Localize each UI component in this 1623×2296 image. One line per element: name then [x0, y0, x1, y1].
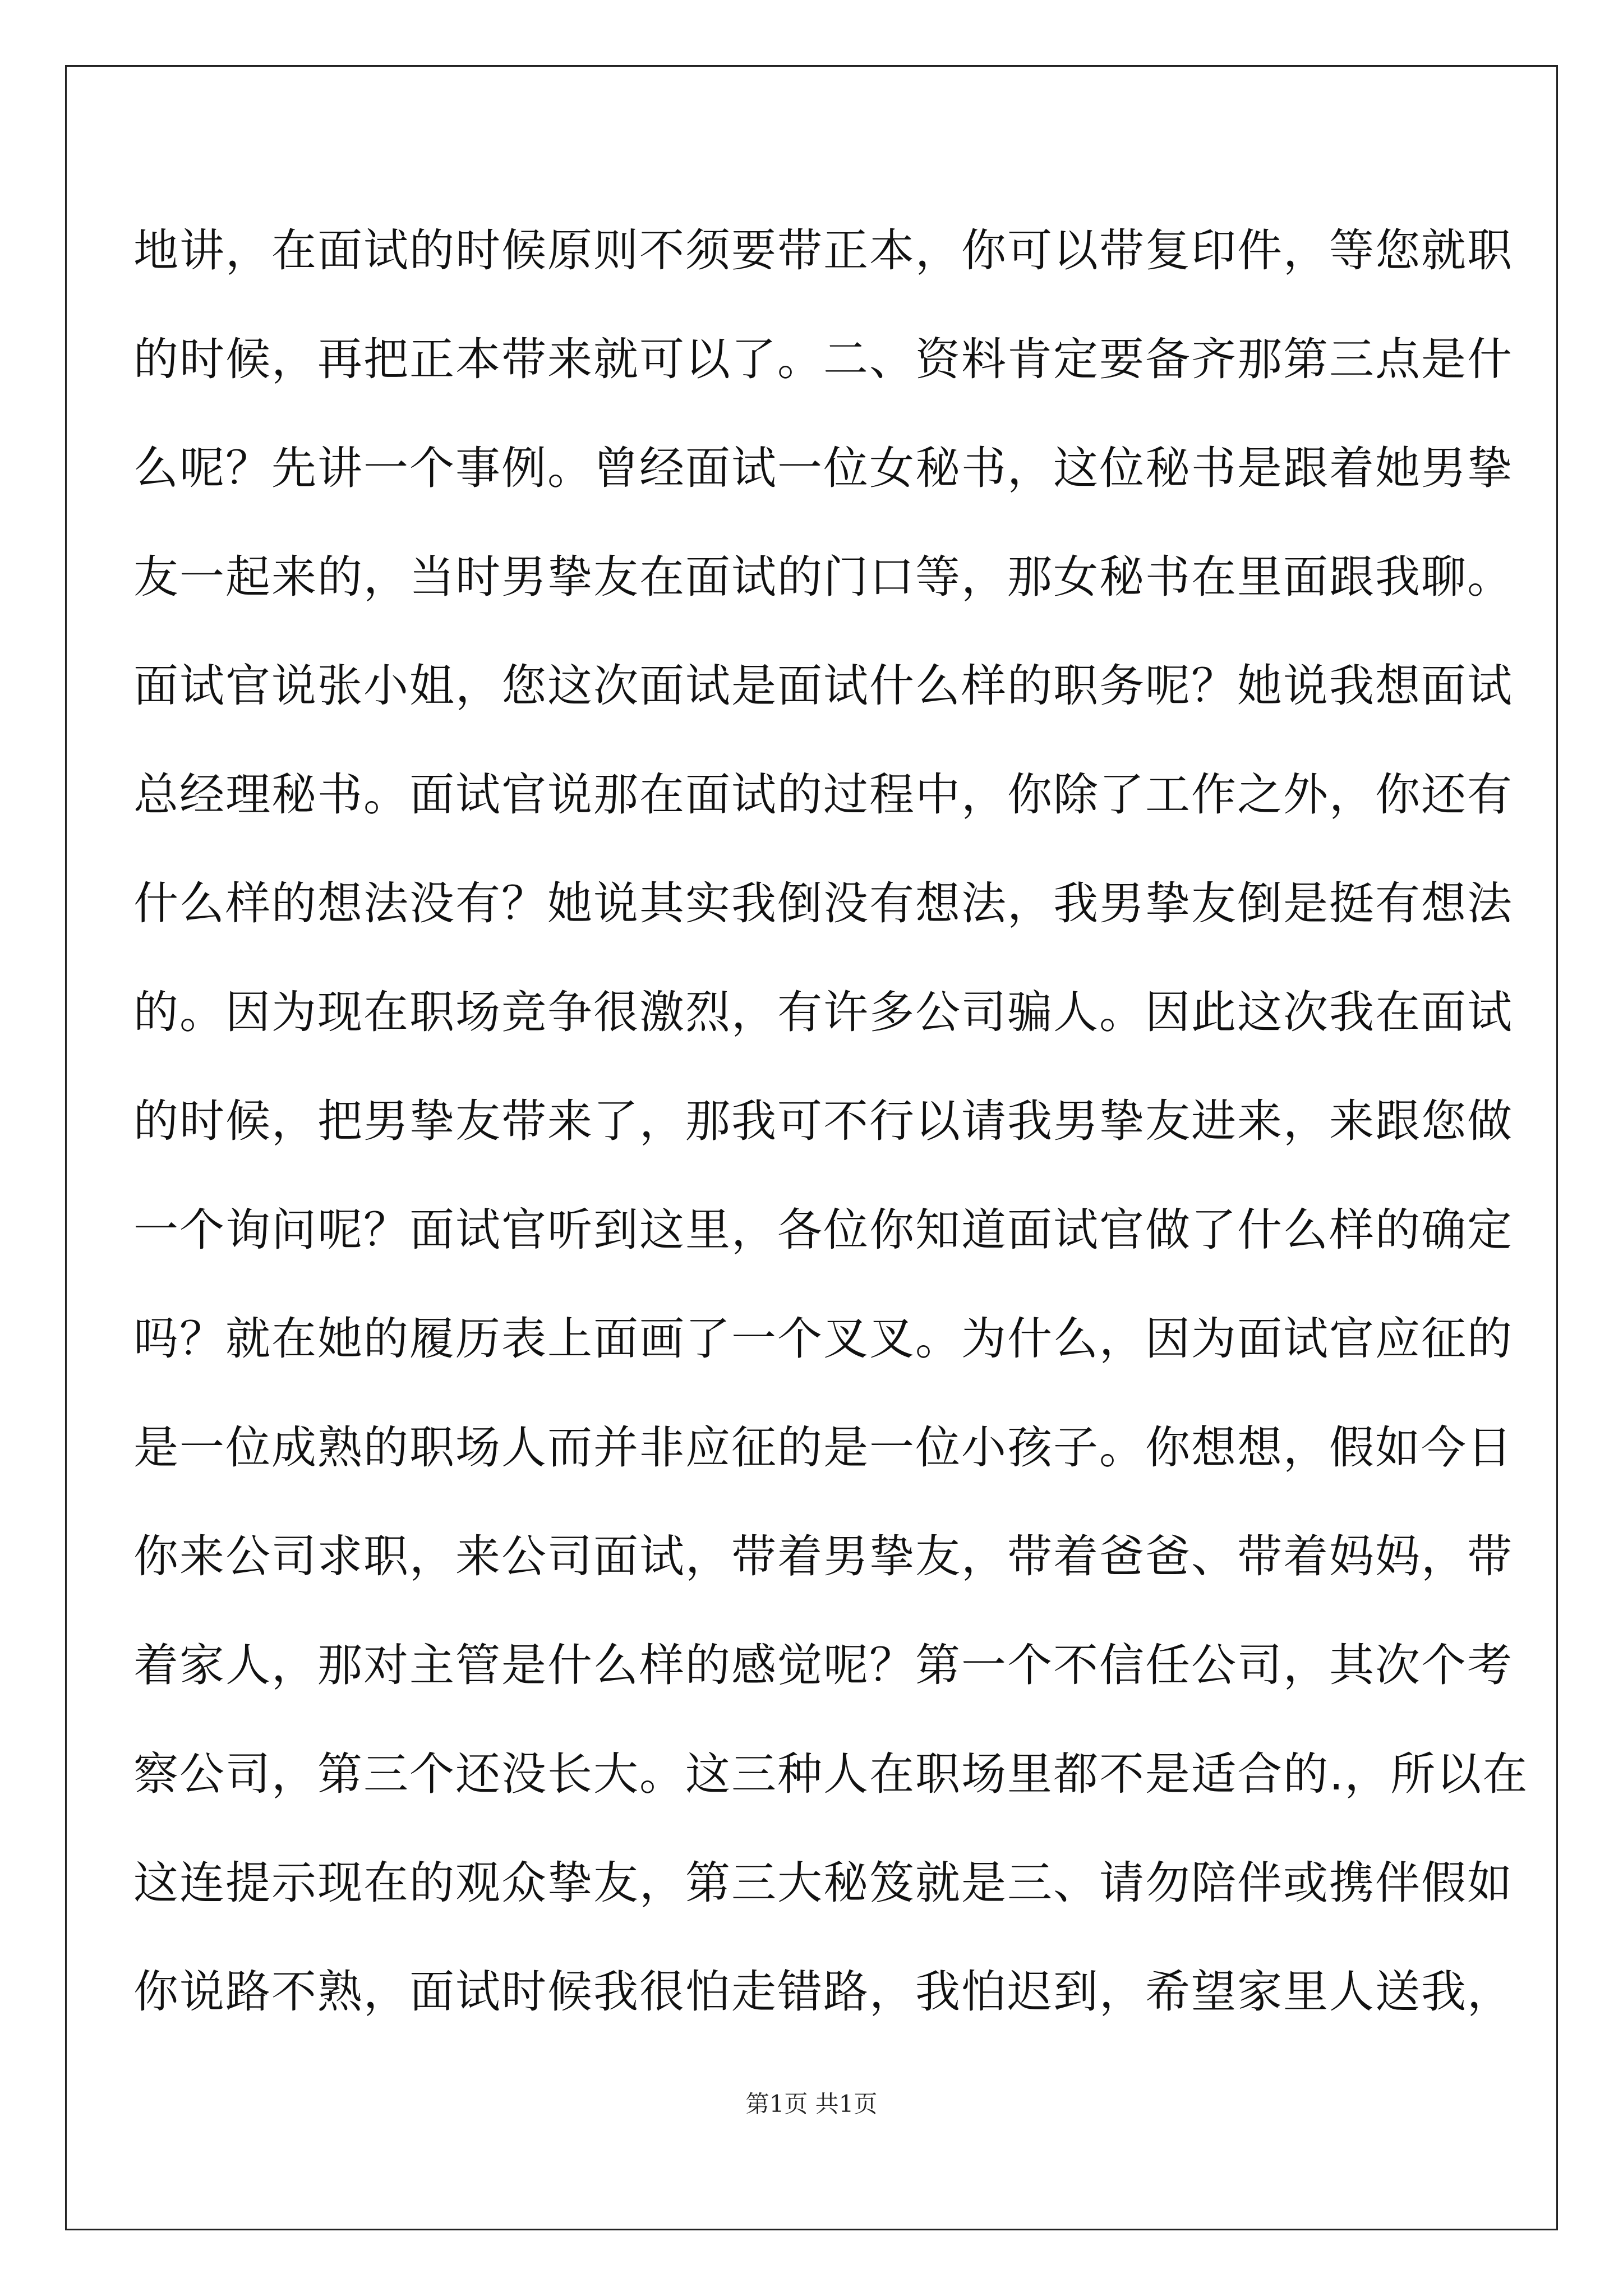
text-line: 的。因为现在职场竞争很激烈，有许多公司骗人。因此这次我在面试	[133, 986, 1513, 1038]
text-line: 友一起来的，当时男挚友在面试的门口等，那女秘书在里面跟我聊。	[133, 551, 1513, 603]
text-line: 是一位成熟的职场人而并非应征的是一位小孩子。你想想，假如今日	[133, 1421, 1513, 1474]
text-line: 察公司，第三个还没长大。这三种人在职场里都不是适合的.，所以在	[133, 1748, 1529, 1800]
text-line: 总经理秘书。面试官说那在面试的过程中，你除了工作之外，你还有	[133, 769, 1513, 821]
text-line: 的时候，把男挚友带来了，那我可不行以请我男挚友进来，来跟您做	[133, 1095, 1513, 1147]
text-line: 一个询问呢？面试官听到这里，各位你知道面试官做了什么样的确定	[133, 1204, 1513, 1256]
text-line: 着家人，那对主管是什么样的感觉呢？第一个不信任公司，其次个考	[133, 1639, 1513, 1691]
text-line: 面试官说张小姐，您这次面试是面试什么样的职务呢？她说我想面试	[133, 660, 1513, 712]
text-line: 么呢？先讲一个事例。曾经面试一位女秘书，这位秘书是跟着她男挚	[133, 442, 1513, 494]
text-line: 的时候，再把正本带来就可以了。二、资料肯定要备齐那第三点是什	[133, 333, 1513, 385]
text-line: 你说路不熟，面试时候我很怕走错路，我怕迟到，希望家里人送我，	[133, 1966, 1513, 2018]
text-line: 地讲，在面试的时候原则不须要带正本，你可以带复印件，等您就职	[133, 224, 1513, 277]
page-footer: 第1页 共1页	[745, 2090, 878, 2118]
text-line: 这连提示现在的观众挚友，第三大秘笈就是三、请勿陪伴或携伴假如	[133, 1857, 1513, 1909]
text-line: 什么样的想法没有？她说其实我倒没有想法，我男挚友倒是挺有想法	[133, 877, 1513, 930]
text-line: 你来公司求职，来公司面试，带着男挚友，带着爸爸、带着妈妈，带	[133, 1530, 1513, 1582]
text-line: 吗？就在她的履历表上面画了一个叉叉。为什么，因为面试官应征的	[133, 1313, 1513, 1365]
